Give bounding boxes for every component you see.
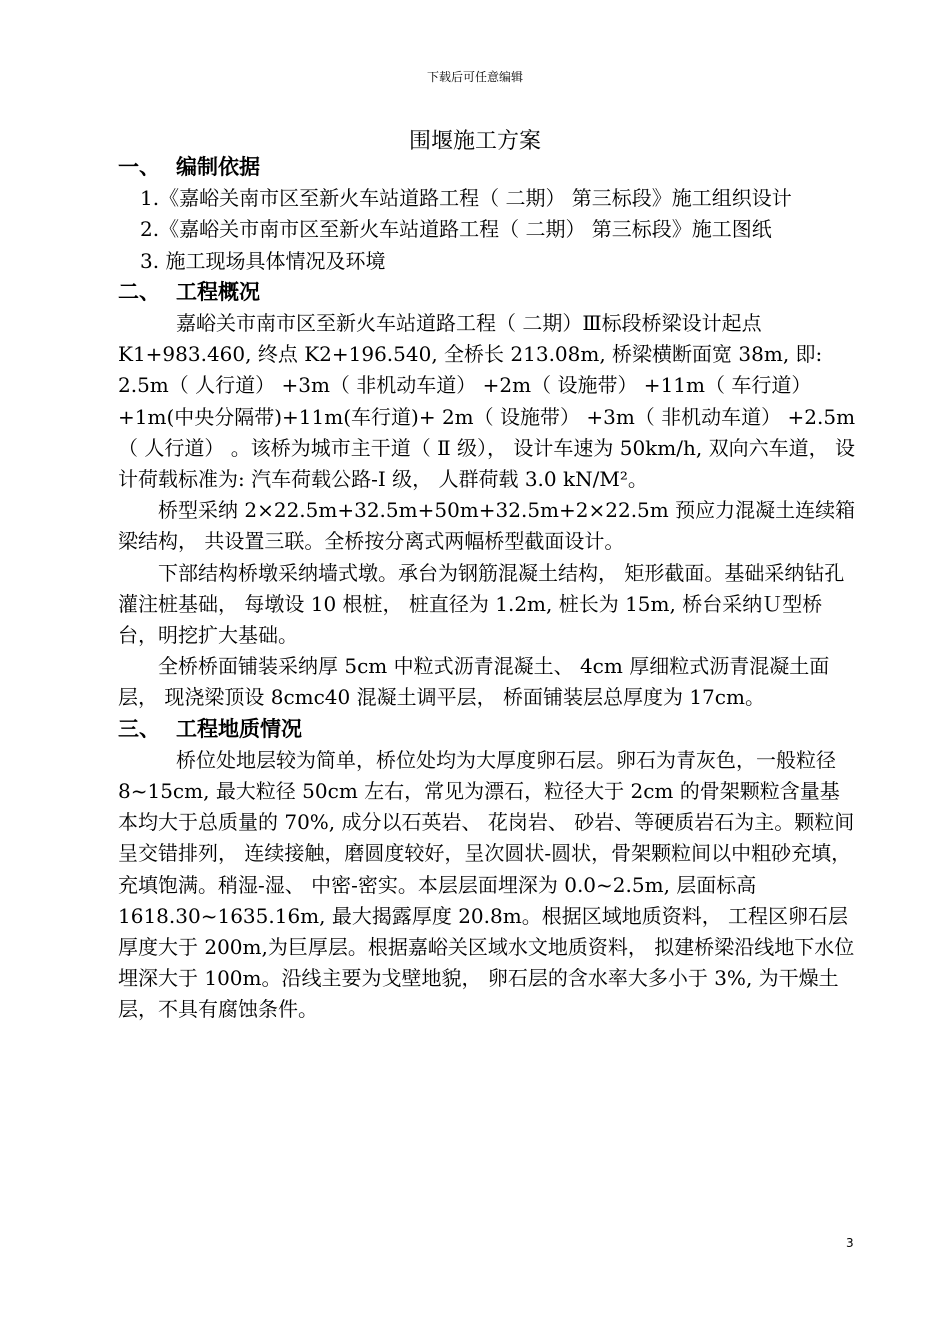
page-header: 下载后可任意编辑: [426, 70, 523, 84]
geology-paragraph: 桥位处地层较为简单，桥位处均为大厚度卵石层。卵石为青灰色，一般粒径 8~15cm, 最大粒径 50cm 左右，常见为漂石，粒径大于 2cm 的骨架颗粒含量基本均大于总质量的 70%, 成分以石英岩、 花岗岩、 砂岩、等硬质岩石为主。颗粒间呈交错排列， 连续接触，磨圆度较好，呈次圆状-圆状，骨架颗粒间以中粗砂充填， 充填饱满。稍湿-湿、 中密-密实。本层层面埋深为 0.0~2.5m, 层面标高 1618.30~1635.16m, 最大揭露厚度 20.8m。根据区域地质资料， 工程区卵石层厚度大于 200m,为巨厚层。根据嘉峪关区域水文地质资料， 拟建桥梁沿线地下水位埋深大于 100m。沿线主要为戈壁地貌， 卵石层的含水率大多小于 3%, 为干燥土层，不具有腐蚀条件。: [118, 747, 855, 1022]
overview-paragraph-2: 桥型采纳 2×22.5m+32.5m+50m+32.5m+2×22.5m 预应力混凝土连续箱梁结构， 共设置三联。全桥按分离式两幅桥型截面设计。: [118, 498, 856, 554]
document-body: [118, 152, 858, 1026]
page-number: 3: [846, 1236, 854, 1250]
basis-item-3: 3. 施工现场具体情况及环境: [140, 248, 386, 273]
section-heading-2: 二、 工程概况: [118, 279, 260, 304]
overview-paragraph-3: 下部结构桥墩采纳墙式墩。承台为钢筋混凝土结构， 矩形截面。基础采纳钻孔灌注桩基础， 每墩设 10 根桩， 桩直径为 1.2m, 桩长为 15m, 桥台采纳Ｕ型桥台，明挖扩大基础。: [118, 560, 845, 648]
document-title: 围堰施工方案: [408, 129, 541, 154]
section-heading-3: 三、 工程地质情况: [118, 716, 302, 741]
basis-item-2: 2.《嘉峪关市南市区至新火车站道路工程（ 二期） 第三标段》施工图纸: [140, 217, 772, 242]
basis-item-1: 1.《嘉峪关南市区至新火车站道路工程（ 二期） 第三标段》施工组织设计: [140, 186, 792, 211]
section-heading-1: 一、 编制依据: [118, 155, 260, 179]
overview-paragraph-1: 嘉峪关市南市区至新火车站道路工程（ 二期）Ⅲ标段桥梁设计起点 K1+983.460, 终点 K2+196.540, 全桥长 213.08m, 桥梁横断面宽 38m, 即: 2.5m（ 人行道） +3m（ 非机动车道） +2m（ 设施带） +11m（ 车行道） +1m(中央分隔带)+11m(车行道)+ 2m（ 设施带） +3m（ 非机动车道） +2.5m（ 人行道） 。该桥为城市主干道（ Ⅱ 级）， 设计车速为 50km/h, 双向六车道， 设计荷载标准为: 汽车荷载公路-I 级， 人群荷载 3.0 kN/M²。: [118, 311, 856, 492]
overview-paragraph-4: 全桥桥面铺装采纳厚 5cm 中粒式沥青混凝土、 4cm 厚细粒式沥青混凝土面层， 现浇梁顶设 8cmc40 混凝土调平层， 桥面铺装层总厚度为 17cm。: [118, 654, 830, 710]
